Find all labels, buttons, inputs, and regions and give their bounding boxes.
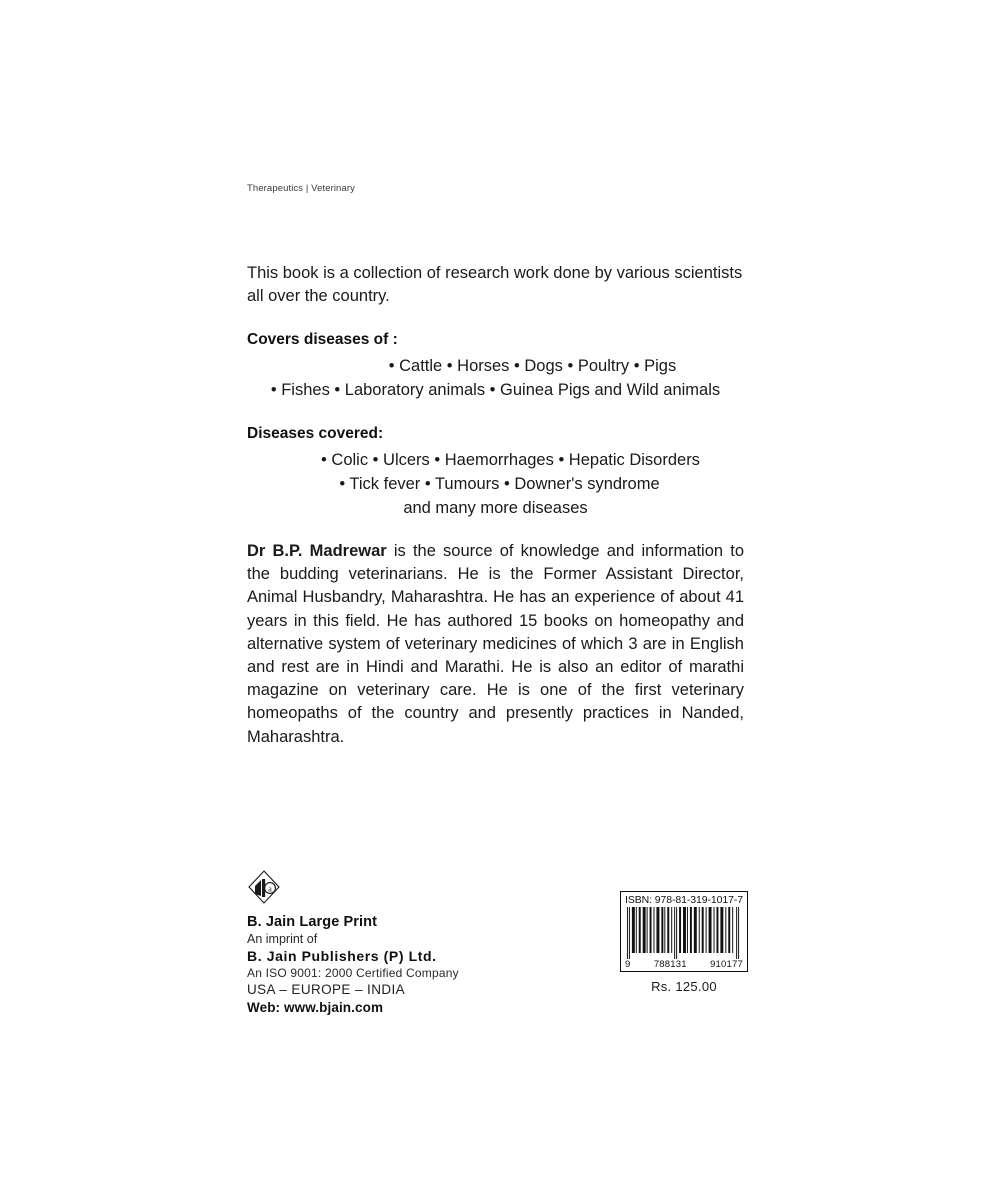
barcode-digit-group-1: 788131 bbox=[653, 959, 687, 970]
diseases-covered-line: and many more diseases bbox=[403, 499, 588, 517]
price-label: Rs. 125.00 bbox=[651, 979, 717, 994]
diseases-covered-line: • Colic • Ulcers • Haemorrhages • Hepatic Disorders bbox=[321, 451, 700, 469]
covers-diseases-line: • Fishes • Laboratory animals • Guinea Pigs and Wild animals bbox=[270, 381, 721, 399]
diseases-covered-section bbox=[247, 423, 744, 520]
diseases-covered-line: • Tick fever • Tumours • Downer's syndrome bbox=[339, 475, 660, 493]
publisher-company: B. Jain Publishers (P) Ltd. bbox=[247, 948, 437, 964]
publisher-block bbox=[247, 869, 547, 1017]
category-label: Therapeutics | Veterinary bbox=[247, 183, 355, 194]
imprint-name: B. Jain Large Print bbox=[247, 914, 378, 930]
iso-certification: An ISO 9001: 2000 Certified Company bbox=[247, 966, 459, 980]
author-bio-text: is the source of knowledge and information to the budding veterinarians. He is the Former Assistant Director, Animal Husbandry, Maharashtra. He has an experience of about 41 years in this field. He has authored 15 books on homeopathy and alternative system of veterinary medicines of which 3 are in English and rest are in Hindi and Marathi. He is also an editor of marathi magazine on veterinary care. He is one of the first veterinary homeopaths of the country and presently practices in Nanded, Maharashtra. bbox=[247, 542, 745, 746]
barcode-bars-icon bbox=[624, 907, 744, 959]
publisher-regions: USA – EUROPE – INDIA bbox=[247, 982, 406, 997]
isbn-text: ISBN: 978-81-319-1017-7 bbox=[625, 894, 743, 906]
bjain-diamond-logo-icon bbox=[247, 869, 281, 907]
imprint-of-label: An imprint of bbox=[247, 932, 318, 946]
svg-text:a: a bbox=[268, 884, 272, 894]
covers-diseases-section bbox=[247, 329, 744, 402]
barcode-block bbox=[620, 891, 748, 994]
barcode-box bbox=[620, 891, 748, 972]
barcode-digits bbox=[624, 959, 744, 970]
barcode-digit-left: 9 bbox=[625, 959, 631, 970]
covers-diseases-line: • Cattle • Horses • Dogs • Poultry • Pigs bbox=[388, 357, 677, 375]
covers-diseases-heading: Covers diseases of : bbox=[247, 331, 398, 348]
intro-paragraph: This book is a collection of research work done by various scientists all over the country. bbox=[247, 264, 743, 305]
diseases-covered-heading: Diseases covered: bbox=[247, 425, 384, 442]
publisher-website: Web: www.bjain.com bbox=[247, 1000, 384, 1015]
barcode-digit-group-2: 910177 bbox=[710, 959, 743, 970]
author-name: Dr B.P. Madrewar bbox=[247, 542, 387, 560]
cover-content bbox=[247, 262, 744, 749]
author-biography bbox=[247, 540, 744, 749]
